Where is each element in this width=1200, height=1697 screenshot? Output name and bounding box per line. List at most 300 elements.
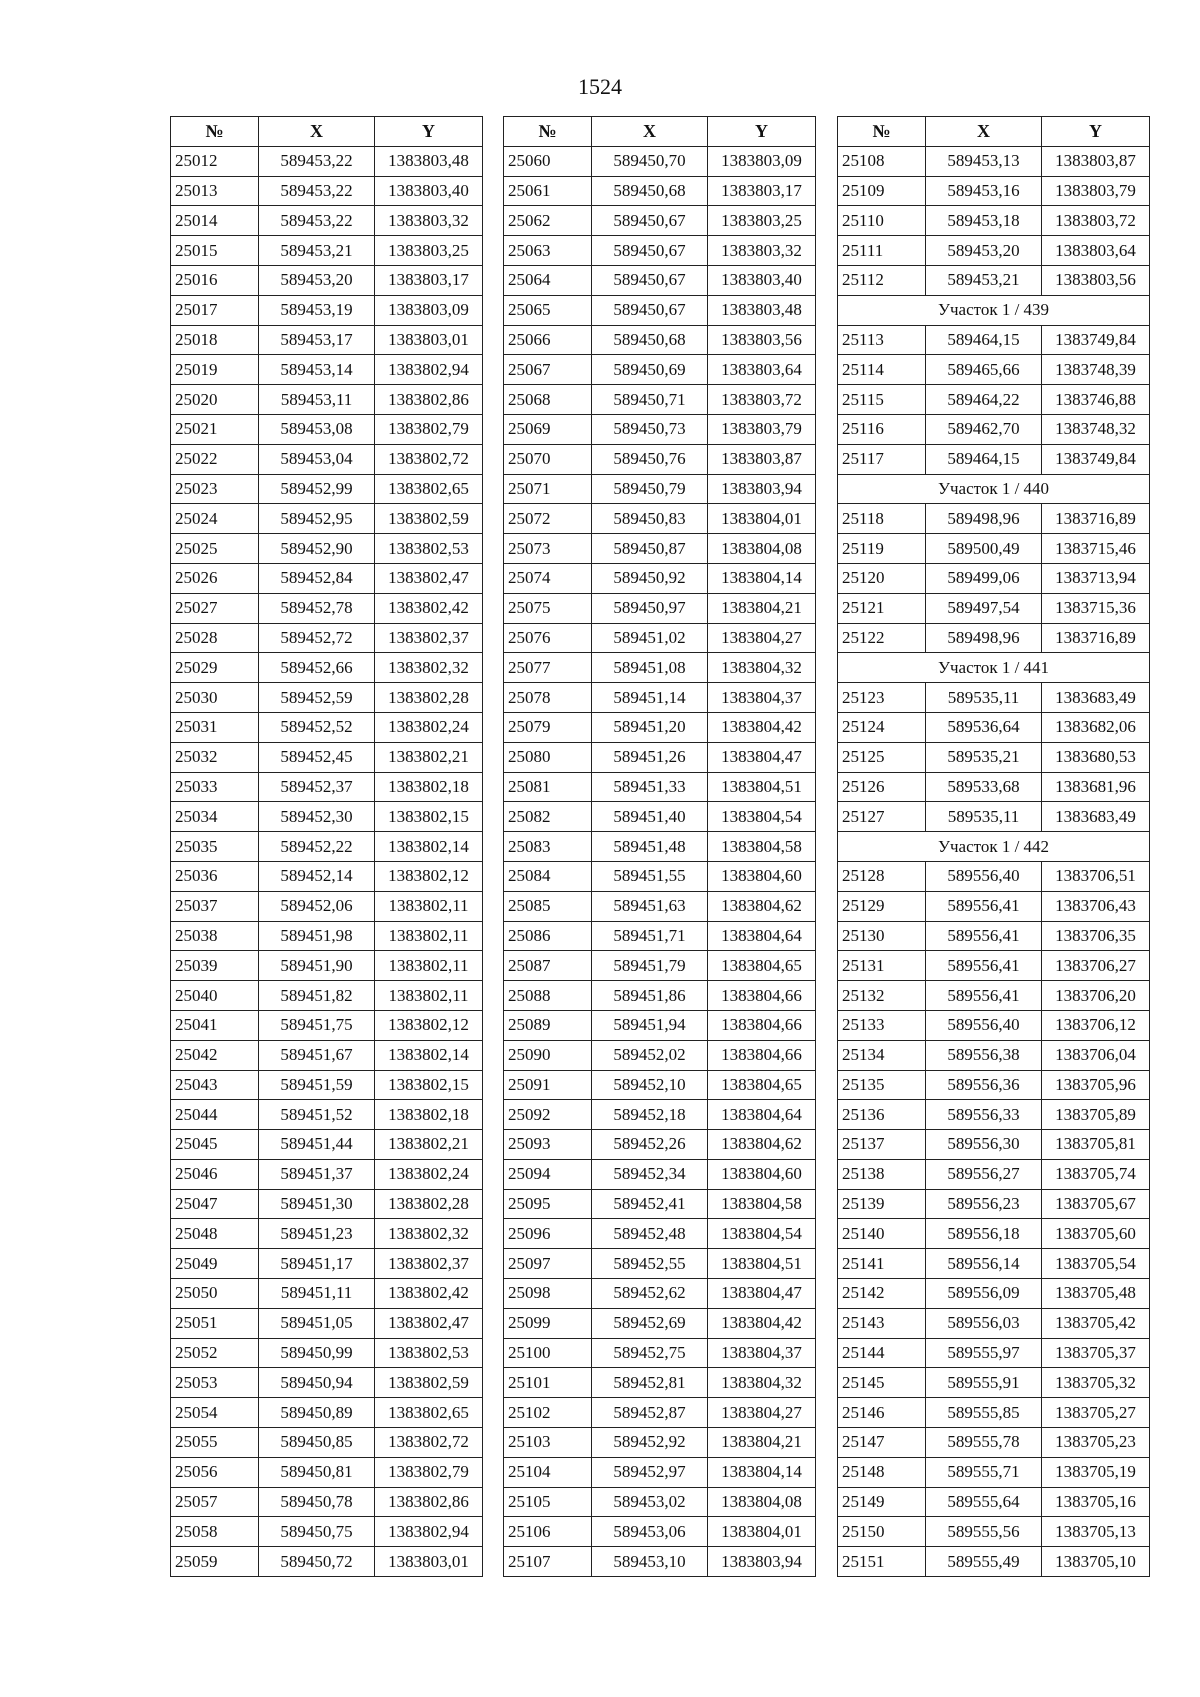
y-coordinate-cell: 1383802,53 bbox=[375, 534, 483, 564]
y-coordinate-cell: 1383705,23 bbox=[1042, 1428, 1150, 1458]
y-coordinate-cell: 1383716,89 bbox=[1042, 504, 1150, 534]
table-row bbox=[171, 593, 483, 623]
table-row bbox=[504, 474, 816, 504]
point-number-cell: 25095 bbox=[504, 1189, 592, 1219]
x-coordinate-cell: 589555,49 bbox=[926, 1547, 1042, 1577]
y-coordinate-cell: 1383705,60 bbox=[1042, 1219, 1150, 1249]
y-coordinate-cell: 1383803,79 bbox=[708, 414, 816, 444]
point-number-cell: 25098 bbox=[504, 1279, 592, 1309]
header-number: № bbox=[171, 117, 259, 147]
x-coordinate-cell: 589500,49 bbox=[926, 534, 1042, 564]
y-coordinate-cell: 1383802,37 bbox=[375, 1249, 483, 1279]
x-coordinate-cell: 589452,75 bbox=[592, 1338, 708, 1368]
point-number-cell: 25064 bbox=[504, 265, 592, 295]
point-number-cell: 25027 bbox=[171, 593, 259, 623]
point-number-cell: 25083 bbox=[504, 832, 592, 862]
x-coordinate-cell: 589452,95 bbox=[259, 504, 375, 534]
point-number-cell: 25072 bbox=[504, 504, 592, 534]
point-number-cell: 25145 bbox=[838, 1368, 926, 1398]
point-number-cell: 25123 bbox=[838, 683, 926, 713]
table-row bbox=[504, 1070, 816, 1100]
y-coordinate-cell: 1383804,42 bbox=[708, 1308, 816, 1338]
x-coordinate-cell: 589499,06 bbox=[926, 563, 1042, 593]
table-row bbox=[171, 265, 483, 295]
point-number-cell: 25059 bbox=[171, 1547, 259, 1577]
table-row bbox=[838, 1428, 1150, 1458]
point-number-cell: 25025 bbox=[171, 534, 259, 564]
coordinates-table-left bbox=[170, 116, 483, 1577]
point-number-cell: 25105 bbox=[504, 1487, 592, 1517]
table-row bbox=[171, 623, 483, 653]
point-number-cell: 25132 bbox=[838, 981, 926, 1011]
x-coordinate-cell: 589536,64 bbox=[926, 712, 1042, 742]
table-row bbox=[504, 1308, 816, 1338]
table-row bbox=[838, 1070, 1150, 1100]
x-coordinate-cell: 589451,82 bbox=[259, 981, 375, 1011]
y-coordinate-cell: 1383804,58 bbox=[708, 832, 816, 862]
x-coordinate-cell: 589451,79 bbox=[592, 951, 708, 981]
point-number-cell: 25120 bbox=[838, 563, 926, 593]
point-number-cell: 25114 bbox=[838, 355, 926, 385]
header-number: № bbox=[504, 117, 592, 147]
x-coordinate-cell: 589451,08 bbox=[592, 653, 708, 683]
y-coordinate-cell: 1383802,42 bbox=[375, 593, 483, 623]
table-row bbox=[504, 176, 816, 206]
table-row bbox=[171, 444, 483, 474]
x-coordinate-cell: 589453,22 bbox=[259, 146, 375, 176]
x-coordinate-cell: 589452,81 bbox=[592, 1368, 708, 1398]
x-coordinate-cell: 589450,99 bbox=[259, 1338, 375, 1368]
table-row bbox=[838, 1010, 1150, 1040]
point-number-cell: 25088 bbox=[504, 981, 592, 1011]
point-number-cell: 25057 bbox=[171, 1487, 259, 1517]
y-coordinate-cell: 1383804,66 bbox=[708, 981, 816, 1011]
y-coordinate-cell: 1383802,15 bbox=[375, 1070, 483, 1100]
y-coordinate-cell: 1383804,08 bbox=[708, 534, 816, 564]
table-row bbox=[504, 1398, 816, 1428]
point-number-cell: 25113 bbox=[838, 325, 926, 355]
table-row bbox=[504, 1338, 816, 1368]
table-row bbox=[171, 653, 483, 683]
y-coordinate-cell: 1383804,65 bbox=[708, 951, 816, 981]
y-coordinate-cell: 1383802,79 bbox=[375, 1457, 483, 1487]
table-row bbox=[171, 385, 483, 415]
y-coordinate-cell: 1383804,47 bbox=[708, 742, 816, 772]
table-row bbox=[171, 1130, 483, 1160]
table-row bbox=[504, 1249, 816, 1279]
table-row bbox=[504, 683, 816, 713]
table-row bbox=[171, 414, 483, 444]
point-number-cell: 25040 bbox=[171, 981, 259, 1011]
point-number-cell: 25127 bbox=[838, 802, 926, 832]
x-coordinate-cell: 589556,41 bbox=[926, 981, 1042, 1011]
x-coordinate-cell: 589451,90 bbox=[259, 951, 375, 981]
header-y: Y bbox=[1042, 117, 1150, 147]
x-coordinate-cell: 589452,18 bbox=[592, 1100, 708, 1130]
y-coordinate-cell: 1383803,56 bbox=[1042, 265, 1150, 295]
point-number-cell: 25045 bbox=[171, 1130, 259, 1160]
table-row bbox=[838, 742, 1150, 772]
x-coordinate-cell: 589451,40 bbox=[592, 802, 708, 832]
y-coordinate-cell: 1383705,10 bbox=[1042, 1547, 1150, 1577]
x-coordinate-cell: 589462,70 bbox=[926, 414, 1042, 444]
point-number-cell: 25148 bbox=[838, 1457, 926, 1487]
table-row bbox=[171, 683, 483, 713]
x-coordinate-cell: 589450,85 bbox=[259, 1428, 375, 1458]
y-coordinate-cell: 1383804,27 bbox=[708, 623, 816, 653]
point-number-cell: 25047 bbox=[171, 1189, 259, 1219]
table-row bbox=[504, 653, 816, 683]
x-coordinate-cell: 589450,83 bbox=[592, 504, 708, 534]
y-coordinate-cell: 1383680,53 bbox=[1042, 742, 1150, 772]
y-coordinate-cell: 1383803,32 bbox=[708, 236, 816, 266]
table-row bbox=[838, 1398, 1150, 1428]
point-number-cell: 25020 bbox=[171, 385, 259, 415]
table-row bbox=[171, 1368, 483, 1398]
point-number-cell: 25076 bbox=[504, 623, 592, 653]
x-coordinate-cell: 589451,33 bbox=[592, 772, 708, 802]
x-coordinate-cell: 589453,04 bbox=[259, 444, 375, 474]
y-coordinate-cell: 1383681,96 bbox=[1042, 772, 1150, 802]
table-row bbox=[504, 1457, 816, 1487]
y-coordinate-cell: 1383706,12 bbox=[1042, 1010, 1150, 1040]
y-coordinate-cell: 1383802,11 bbox=[375, 891, 483, 921]
point-number-cell: 25144 bbox=[838, 1338, 926, 1368]
y-coordinate-cell: 1383802,12 bbox=[375, 1010, 483, 1040]
point-number-cell: 25078 bbox=[504, 683, 592, 713]
y-coordinate-cell: 1383683,49 bbox=[1042, 802, 1150, 832]
x-coordinate-cell: 589556,30 bbox=[926, 1130, 1042, 1160]
y-coordinate-cell: 1383705,19 bbox=[1042, 1457, 1150, 1487]
y-coordinate-cell: 1383705,37 bbox=[1042, 1338, 1150, 1368]
point-number-cell: 25060 bbox=[504, 146, 592, 176]
table-header-row bbox=[504, 117, 816, 147]
y-coordinate-cell: 1383802,11 bbox=[375, 951, 483, 981]
table-row bbox=[171, 712, 483, 742]
point-number-cell: 25099 bbox=[504, 1308, 592, 1338]
x-coordinate-cell: 589453,06 bbox=[592, 1517, 708, 1547]
y-coordinate-cell: 1383803,72 bbox=[708, 385, 816, 415]
section-row bbox=[838, 832, 1150, 862]
table-row bbox=[838, 593, 1150, 623]
x-coordinate-cell: 589533,68 bbox=[926, 772, 1042, 802]
y-coordinate-cell: 1383802,59 bbox=[375, 504, 483, 534]
point-number-cell: 25090 bbox=[504, 1040, 592, 1070]
table-row bbox=[504, 236, 816, 266]
x-coordinate-cell: 589465,66 bbox=[926, 355, 1042, 385]
point-number-cell: 25101 bbox=[504, 1368, 592, 1398]
y-coordinate-cell: 1383802,79 bbox=[375, 414, 483, 444]
table-row bbox=[171, 1338, 483, 1368]
table-row bbox=[838, 683, 1150, 713]
point-number-cell: 25037 bbox=[171, 891, 259, 921]
x-coordinate-cell: 589451,44 bbox=[259, 1130, 375, 1160]
table-row bbox=[171, 861, 483, 891]
point-number-cell: 25043 bbox=[171, 1070, 259, 1100]
x-coordinate-cell: 589452,87 bbox=[592, 1398, 708, 1428]
table-row bbox=[504, 1517, 816, 1547]
point-number-cell: 25044 bbox=[171, 1100, 259, 1130]
x-coordinate-cell: 589452,37 bbox=[259, 772, 375, 802]
point-number-cell: 25107 bbox=[504, 1547, 592, 1577]
point-number-cell: 25079 bbox=[504, 712, 592, 742]
point-number-cell: 25137 bbox=[838, 1130, 926, 1160]
table-header-row bbox=[171, 117, 483, 147]
point-number-cell: 25061 bbox=[504, 176, 592, 206]
point-number-cell: 25102 bbox=[504, 1398, 592, 1428]
table-row bbox=[838, 1279, 1150, 1309]
point-number-cell: 25048 bbox=[171, 1219, 259, 1249]
table-row bbox=[838, 236, 1150, 266]
y-coordinate-cell: 1383803,09 bbox=[375, 295, 483, 325]
y-coordinate-cell: 1383804,47 bbox=[708, 1279, 816, 1309]
x-coordinate-cell: 589555,56 bbox=[926, 1517, 1042, 1547]
y-coordinate-cell: 1383803,94 bbox=[708, 474, 816, 504]
y-coordinate-cell: 1383803,01 bbox=[375, 325, 483, 355]
point-number-cell: 25119 bbox=[838, 534, 926, 564]
x-coordinate-cell: 589556,27 bbox=[926, 1159, 1042, 1189]
point-number-cell: 25017 bbox=[171, 295, 259, 325]
x-coordinate-cell: 589555,97 bbox=[926, 1338, 1042, 1368]
table-row bbox=[838, 1249, 1150, 1279]
point-number-cell: 25109 bbox=[838, 176, 926, 206]
table-row bbox=[171, 802, 483, 832]
y-coordinate-cell: 1383804,14 bbox=[708, 1457, 816, 1487]
section-row bbox=[838, 474, 1150, 504]
table-row bbox=[504, 534, 816, 564]
table-row bbox=[504, 414, 816, 444]
table-row bbox=[504, 1487, 816, 1517]
x-coordinate-cell: 589453,18 bbox=[926, 206, 1042, 236]
point-number-cell: 25140 bbox=[838, 1219, 926, 1249]
x-coordinate-cell: 589556,33 bbox=[926, 1100, 1042, 1130]
x-coordinate-cell: 589452,99 bbox=[259, 474, 375, 504]
table-row bbox=[838, 385, 1150, 415]
point-number-cell: 25112 bbox=[838, 265, 926, 295]
y-coordinate-cell: 1383804,62 bbox=[708, 891, 816, 921]
x-coordinate-cell: 589451,05 bbox=[259, 1308, 375, 1338]
point-number-cell: 25150 bbox=[838, 1517, 926, 1547]
x-coordinate-cell: 589452,55 bbox=[592, 1249, 708, 1279]
x-coordinate-cell: 589452,30 bbox=[259, 802, 375, 832]
coordinates-table-middle bbox=[503, 116, 816, 1577]
x-coordinate-cell: 589450,81 bbox=[259, 1457, 375, 1487]
point-number-cell: 25100 bbox=[504, 1338, 592, 1368]
table-row bbox=[504, 1428, 816, 1458]
point-number-cell: 25026 bbox=[171, 563, 259, 593]
x-coordinate-cell: 589451,37 bbox=[259, 1159, 375, 1189]
x-coordinate-cell: 589450,75 bbox=[259, 1517, 375, 1547]
point-number-cell: 25124 bbox=[838, 712, 926, 742]
x-coordinate-cell: 589450,67 bbox=[592, 295, 708, 325]
table-row bbox=[171, 236, 483, 266]
x-coordinate-cell: 589497,54 bbox=[926, 593, 1042, 623]
table-row bbox=[171, 1279, 483, 1309]
point-number-cell: 25013 bbox=[171, 176, 259, 206]
y-coordinate-cell: 1383706,20 bbox=[1042, 981, 1150, 1011]
table-row bbox=[171, 742, 483, 772]
table-row bbox=[171, 563, 483, 593]
point-number-cell: 25117 bbox=[838, 444, 926, 474]
x-coordinate-cell: 589453,14 bbox=[259, 355, 375, 385]
y-coordinate-cell: 1383802,32 bbox=[375, 1219, 483, 1249]
x-coordinate-cell: 589451,67 bbox=[259, 1040, 375, 1070]
point-number-cell: 25033 bbox=[171, 772, 259, 802]
x-coordinate-cell: 589450,97 bbox=[592, 593, 708, 623]
point-number-cell: 25125 bbox=[838, 742, 926, 772]
table-row bbox=[171, 1100, 483, 1130]
section-row bbox=[838, 295, 1150, 325]
point-number-cell: 25036 bbox=[171, 861, 259, 891]
table-row bbox=[838, 1219, 1150, 1249]
table-row bbox=[838, 861, 1150, 891]
table-row bbox=[171, 176, 483, 206]
table-row bbox=[171, 534, 483, 564]
table-row bbox=[171, 1070, 483, 1100]
table-row bbox=[504, 593, 816, 623]
point-number-cell: 25056 bbox=[171, 1457, 259, 1487]
y-coordinate-cell: 1383705,42 bbox=[1042, 1308, 1150, 1338]
table-row bbox=[171, 1189, 483, 1219]
y-coordinate-cell: 1383802,15 bbox=[375, 802, 483, 832]
y-coordinate-cell: 1383706,27 bbox=[1042, 951, 1150, 981]
x-coordinate-cell: 589556,41 bbox=[926, 891, 1042, 921]
table-row bbox=[838, 414, 1150, 444]
y-coordinate-cell: 1383683,49 bbox=[1042, 683, 1150, 713]
x-coordinate-cell: 589452,10 bbox=[592, 1070, 708, 1100]
table-row bbox=[504, 385, 816, 415]
table-row bbox=[171, 504, 483, 534]
table-row bbox=[504, 206, 816, 236]
table-row bbox=[504, 563, 816, 593]
point-number-cell: 25087 bbox=[504, 951, 592, 981]
table-row bbox=[838, 1368, 1150, 1398]
point-number-cell: 25077 bbox=[504, 653, 592, 683]
section-title: Участок 1 / 440 bbox=[838, 474, 1150, 504]
table-row bbox=[171, 1457, 483, 1487]
x-coordinate-cell: 589452,41 bbox=[592, 1189, 708, 1219]
point-number-cell: 25019 bbox=[171, 355, 259, 385]
y-coordinate-cell: 1383802,72 bbox=[375, 1428, 483, 1458]
x-coordinate-cell: 589451,98 bbox=[259, 921, 375, 951]
table-row bbox=[171, 1010, 483, 1040]
table-row bbox=[504, 1130, 816, 1160]
y-coordinate-cell: 1383705,54 bbox=[1042, 1249, 1150, 1279]
y-coordinate-cell: 1383803,25 bbox=[708, 206, 816, 236]
point-number-cell: 25041 bbox=[171, 1010, 259, 1040]
table-row bbox=[838, 265, 1150, 295]
point-number-cell: 25084 bbox=[504, 861, 592, 891]
y-coordinate-cell: 1383804,62 bbox=[708, 1130, 816, 1160]
y-coordinate-cell: 1383748,39 bbox=[1042, 355, 1150, 385]
table-row bbox=[504, 891, 816, 921]
point-number-cell: 25139 bbox=[838, 1189, 926, 1219]
x-coordinate-cell: 589452,06 bbox=[259, 891, 375, 921]
point-number-cell: 25071 bbox=[504, 474, 592, 504]
x-coordinate-cell: 589453,10 bbox=[592, 1547, 708, 1577]
table-row bbox=[504, 742, 816, 772]
y-coordinate-cell: 1383804,14 bbox=[708, 563, 816, 593]
x-coordinate-cell: 589452,59 bbox=[259, 683, 375, 713]
point-number-cell: 25126 bbox=[838, 772, 926, 802]
point-number-cell: 25069 bbox=[504, 414, 592, 444]
x-coordinate-cell: 589464,15 bbox=[926, 325, 1042, 355]
point-number-cell: 25104 bbox=[504, 1457, 592, 1487]
y-coordinate-cell: 1383804,42 bbox=[708, 712, 816, 742]
table-row bbox=[171, 981, 483, 1011]
x-coordinate-cell: 589452,52 bbox=[259, 712, 375, 742]
x-coordinate-cell: 589450,68 bbox=[592, 176, 708, 206]
table-row bbox=[504, 1159, 816, 1189]
point-number-cell: 25074 bbox=[504, 563, 592, 593]
x-coordinate-cell: 589452,02 bbox=[592, 1040, 708, 1070]
x-coordinate-cell: 589555,71 bbox=[926, 1457, 1042, 1487]
table-row bbox=[838, 1457, 1150, 1487]
y-coordinate-cell: 1383804,01 bbox=[708, 504, 816, 534]
x-coordinate-cell: 589452,14 bbox=[259, 861, 375, 891]
point-number-cell: 25097 bbox=[504, 1249, 592, 1279]
point-number-cell: 25055 bbox=[171, 1428, 259, 1458]
table-row bbox=[504, 802, 816, 832]
x-coordinate-cell: 589451,59 bbox=[259, 1070, 375, 1100]
point-number-cell: 25018 bbox=[171, 325, 259, 355]
table-row bbox=[504, 1010, 816, 1040]
x-coordinate-cell: 589450,70 bbox=[592, 146, 708, 176]
table-row bbox=[171, 1040, 483, 1070]
header-y: Y bbox=[708, 117, 816, 147]
point-number-cell: 25032 bbox=[171, 742, 259, 772]
point-number-cell: 25053 bbox=[171, 1368, 259, 1398]
y-coordinate-cell: 1383803,09 bbox=[708, 146, 816, 176]
table-row bbox=[171, 921, 483, 951]
point-number-cell: 25039 bbox=[171, 951, 259, 981]
table-row bbox=[504, 712, 816, 742]
page-number: 1524 bbox=[578, 74, 622, 99]
table-row bbox=[838, 1517, 1150, 1547]
table-row bbox=[504, 1547, 816, 1577]
table-row bbox=[504, 772, 816, 802]
y-coordinate-cell: 1383682,06 bbox=[1042, 712, 1150, 742]
y-coordinate-cell: 1383705,81 bbox=[1042, 1130, 1150, 1160]
y-coordinate-cell: 1383804,37 bbox=[708, 683, 816, 713]
y-coordinate-cell: 1383803,17 bbox=[708, 176, 816, 206]
x-coordinate-cell: 589453,21 bbox=[259, 236, 375, 266]
x-coordinate-cell: 589450,69 bbox=[592, 355, 708, 385]
y-coordinate-cell: 1383803,48 bbox=[708, 295, 816, 325]
y-coordinate-cell: 1383804,51 bbox=[708, 1249, 816, 1279]
y-coordinate-cell: 1383802,14 bbox=[375, 1040, 483, 1070]
y-coordinate-cell: 1383705,27 bbox=[1042, 1398, 1150, 1428]
x-coordinate-cell: 589453,08 bbox=[259, 414, 375, 444]
y-coordinate-cell: 1383803,64 bbox=[1042, 236, 1150, 266]
y-coordinate-cell: 1383715,46 bbox=[1042, 534, 1150, 564]
y-coordinate-cell: 1383802,37 bbox=[375, 623, 483, 653]
point-number-cell: 25122 bbox=[838, 623, 926, 653]
point-number-cell: 25063 bbox=[504, 236, 592, 266]
table-row bbox=[171, 1308, 483, 1338]
y-coordinate-cell: 1383705,74 bbox=[1042, 1159, 1150, 1189]
point-number-cell: 25149 bbox=[838, 1487, 926, 1517]
point-number-cell: 25085 bbox=[504, 891, 592, 921]
table-row bbox=[504, 921, 816, 951]
table-row bbox=[171, 206, 483, 236]
point-number-cell: 25143 bbox=[838, 1308, 926, 1338]
table-row bbox=[504, 295, 816, 325]
y-coordinate-cell: 1383705,48 bbox=[1042, 1279, 1150, 1309]
x-coordinate-cell: 589451,75 bbox=[259, 1010, 375, 1040]
point-number-cell: 25029 bbox=[171, 653, 259, 683]
table-row bbox=[838, 1547, 1150, 1577]
